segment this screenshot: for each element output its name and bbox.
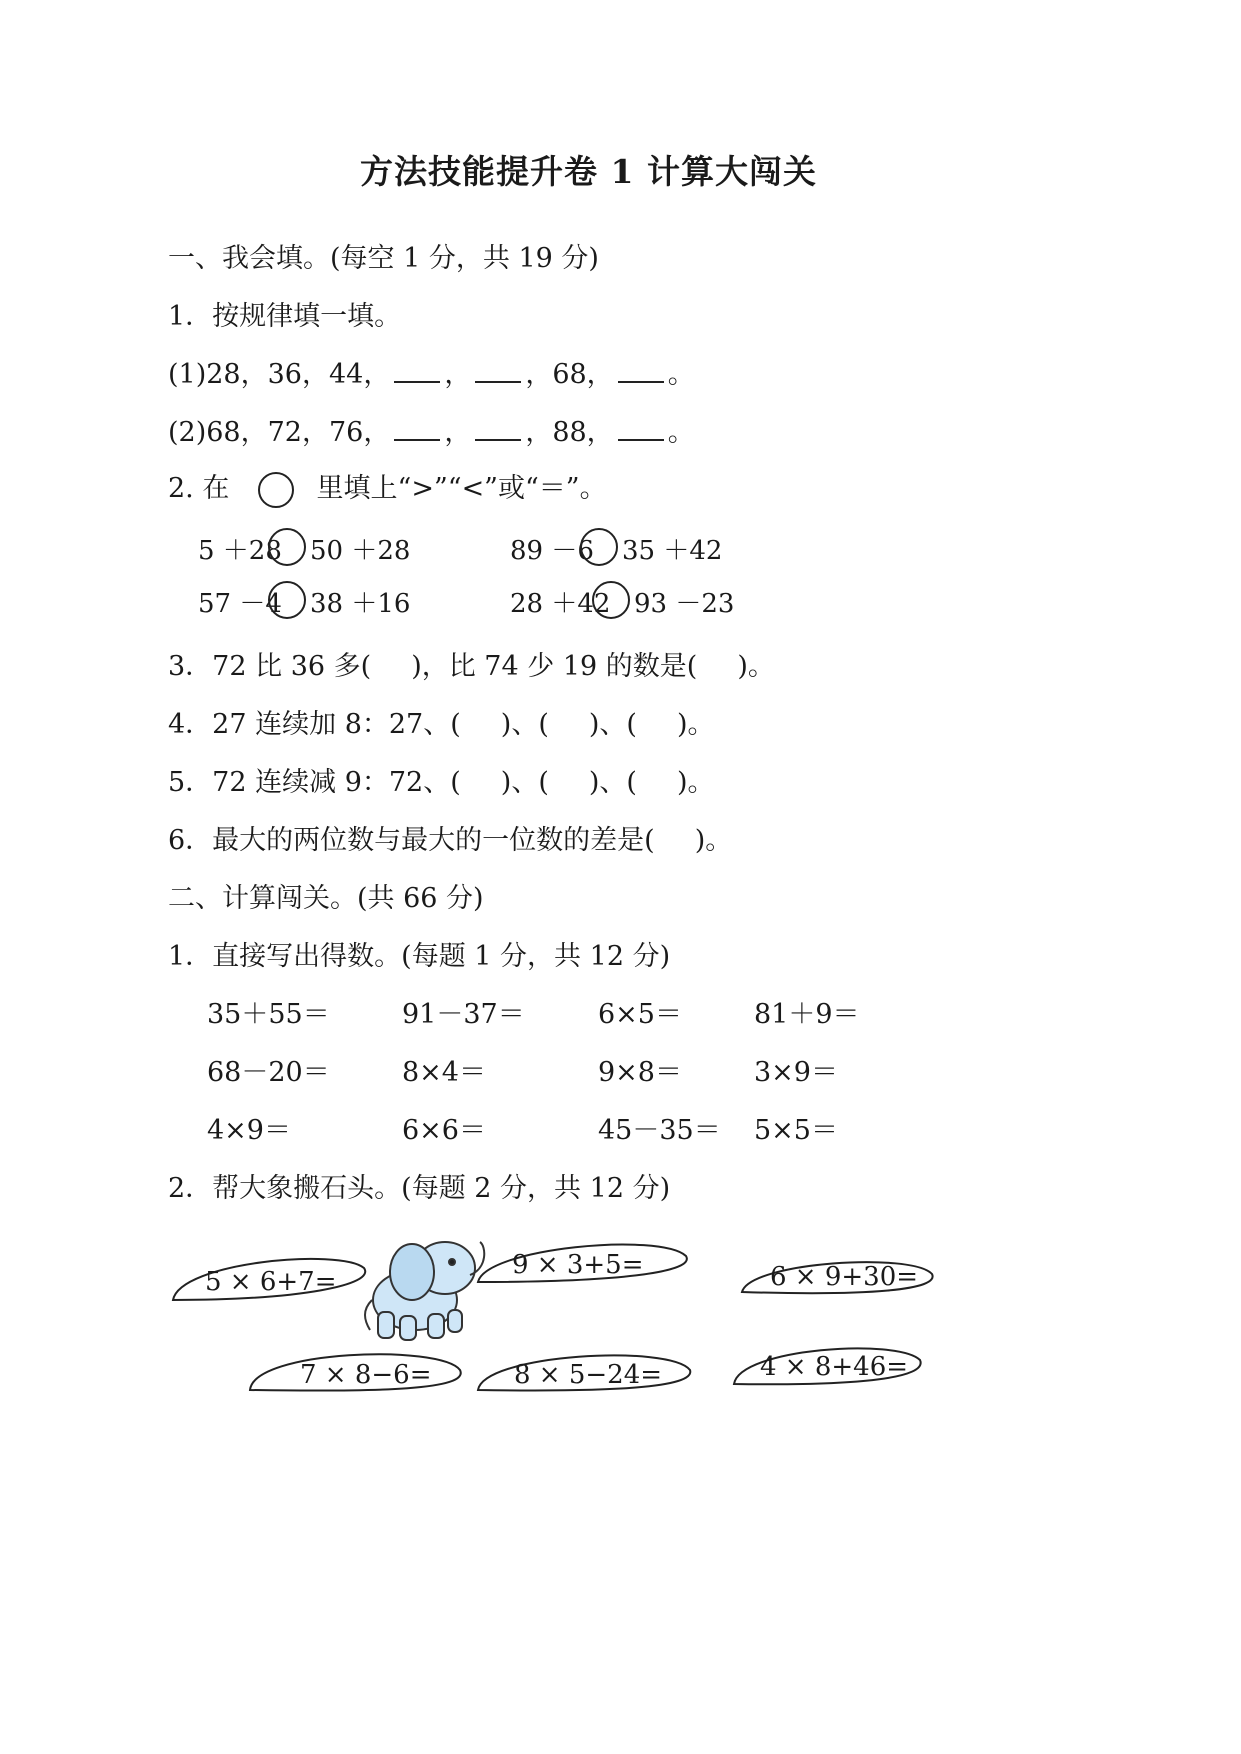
compare-right: 35 ＋42 [622, 536, 723, 566]
q1-line-2-start: (2)68，72，76， [168, 417, 391, 448]
q1-line-1-end: 。 [667, 359, 695, 390]
problem: 9×8＝ [598, 1057, 682, 1088]
q1-line-2-mid: ，88， [525, 417, 614, 448]
q3-text-b: )，比 74 少 19 的数是( [411, 651, 698, 682]
q3-text-a: 3．72 比 36 多( [168, 651, 372, 682]
stone-expression: 6 × 9+30= [770, 1262, 919, 1292]
q1-label: 1．按规律填一填。 [168, 301, 402, 332]
q6-text-a: 6．最大的两位数与最大的一位数的差是( [168, 825, 655, 856]
q4-text-c: )、( [588, 709, 637, 740]
q1-line-1-start: (1)28，36，44， [168, 359, 391, 390]
q2-label-post: 里填上“>”“<”或“＝”。 [316, 473, 607, 504]
q2-label-pre: 2. 在 [168, 473, 230, 504]
stone-expression: 5 × 6+7= [205, 1267, 337, 1297]
problem: 8×4＝ [402, 1057, 486, 1088]
compare-left: 5 ＋28 [198, 536, 282, 566]
q1-line-1-comma: ， [444, 359, 472, 390]
q5-text-a: 5．72 连续减 9：72、( [168, 767, 461, 798]
compare-left: 28 ＋42 [510, 589, 611, 619]
compare-right: 93 －23 [634, 589, 735, 619]
compare-left: 57 －4 [198, 589, 282, 619]
problem: 68－20＝ [207, 1057, 330, 1088]
s2-q2-label: 2．帮大象搬石头。(每题 2 分，共 12 分) [168, 1173, 671, 1204]
stone-expression: 7 × 8−6= [300, 1360, 432, 1390]
q5-text-d: )。 [676, 767, 715, 798]
problem: 91－37＝ [402, 999, 525, 1030]
q4-text-b: )、( [500, 709, 549, 740]
elephant-icon [365, 1242, 484, 1340]
q5-text-b: )、( [500, 767, 549, 798]
problem: 5×5＝ [754, 1115, 838, 1146]
compare-right: 38 ＋16 [310, 589, 411, 619]
q1-line-2-end: 。 [667, 417, 695, 448]
problem: 3×9＝ [754, 1057, 838, 1088]
problem: 45－35＝ [598, 1115, 721, 1146]
problem: 4×9＝ [207, 1115, 291, 1146]
problem: 81＋9＝ [754, 999, 860, 1030]
compare-left: 89 －6 [510, 536, 594, 566]
page-title: 方法技能提升卷 1 计算大闯关 [360, 152, 817, 191]
q1-line-1-mid: ，68， [525, 359, 614, 390]
stone-expression: 8 × 5−24= [514, 1360, 663, 1390]
section-1-heading: 一、我会填。(每空 1 分，共 19 分) [168, 243, 599, 274]
q3-text-c: )。 [737, 651, 775, 682]
q6-text-b: )。 [694, 825, 733, 856]
problem: 6×6＝ [402, 1115, 486, 1146]
section-2-heading: 二、计算闯关。(共 66 分) [168, 883, 484, 914]
q4-text-d: )。 [676, 709, 715, 740]
problem: 35＋55＝ [207, 999, 330, 1030]
q1-line-2-comma: ， [444, 417, 472, 448]
stone-expression: 4 × 8+46= [760, 1352, 909, 1382]
problem: 6×5＝ [598, 999, 682, 1030]
s2-q1-label: 1．直接写出得数。(每题 1 分，共 12 分) [168, 941, 671, 972]
compare-right: 50 ＋28 [310, 536, 411, 566]
stone-expression: 9 × 3+5= [512, 1250, 644, 1280]
q4-text-a: 4．27 连续加 8：27、( [168, 709, 461, 740]
q5-text-c: )、( [588, 767, 637, 798]
